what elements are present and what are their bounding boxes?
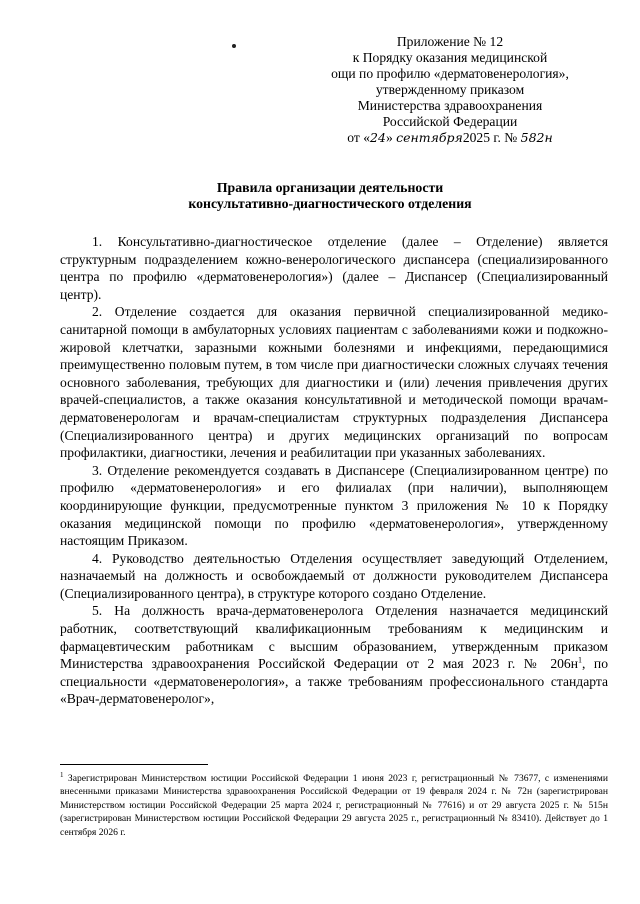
handwritten-month: сентября [396, 130, 463, 145]
footnote-mark: 1 [60, 770, 64, 779]
appendix-line: ощи по профилю «дерматовенерология», [331, 66, 569, 81]
appendix-line: к Порядку оказания медицинской [352, 50, 548, 65]
document-body [60, 233, 608, 708]
date-quote: » [385, 130, 393, 145]
title-line: Правила организации деятельности [216, 180, 444, 195]
paragraph-1: 1. Консультативно-диагностическое отделение (далее – Отделение) является структурным подразделением кожно-венерологического диспансера (специализированного центра по профилю «дерматовенерология») (далее – Диспансер (Специализированный центр). [60, 234, 608, 302]
paragraph-3: 3. Отделение рекомендуется создавать в Диспансере (Специализированном центре) по профилю «дерматовенерология» и его филиалах (при наличии), выполняющем координирующие функции, предусмотренные пунктом 3 приложения № 10 к Порядку оказания медицинской помощи по профилю «дерматовенерология», утвержденному настоящим Приказом. [60, 462, 608, 549]
appendix-header [300, 34, 600, 146]
footnote [60, 772, 608, 839]
paragraph-5 [60, 602, 608, 708]
paragraph-2: 2. Отделение создается для оказания первичной специализированной медико-санитарной помощи в амбулаторных условиях пациентам с заболеваниями кожи и подкожно-жировой клетчатки, заразными кожными болезнями и инфекциями, передающимися преимущественно половым путем, в том числе при диагностически сложных случаях течения основного заболевания, требующих для диагностики и (или) лечения привлечения других врачей-специалистов, а также оказания консультативной и методической помощи врачам-дерматовенерологам и врачам-специалистам структурных подразделения Диспансера (Специализированного центра) и других медицинских организаций по вопросам профилактики, диагностики, лечения и реабилитации при указанных заболеваниях. [60, 304, 608, 461]
paragraph-5-text: 5. На должность врача-дерматовенеролога Отделения назначается медицинский работник, соответствующий квалификационным требованиям к медицинским и фармацевтическим работникам с высшим образованием, утвержденным приказом Министерства здравоохранения Российской Федерации от 2 мая 2023 г. № 206н [60, 603, 608, 672]
appendix-line: Российской Федерации [382, 114, 518, 129]
date-prefix: от « [347, 130, 371, 145]
handwritten-day: 24 [370, 130, 386, 145]
order-date-line [300, 130, 600, 146]
scan-speck [232, 44, 236, 48]
paragraph-5-continued: , по специальности «дерматовенерология», а также требованиям профессионального стандарта «Врач-дерматовенеролог», [60, 656, 608, 707]
title-line: консультативно-диагностического отделения [188, 196, 472, 211]
paragraph-4: 4. Руководство деятельностью Отделения осуществляет заведующий Отделением, назначаемый на должность и освобождаемый от должности руководителем Диспансера (Специализированного центра), в структуре которого создано Отделение. [60, 550, 608, 601]
appendix-line: Министерства здравоохранения [357, 98, 543, 113]
date-year: 2025 г. № [462, 130, 518, 145]
handwritten-order-number: 582н [520, 130, 553, 145]
appendix-line: утвержденному приказом [375, 82, 525, 97]
appendix-number: Приложение № 12 [396, 34, 504, 49]
document-title [60, 180, 600, 212]
footnote-text: Зарегистрирован Министерством юстиции Российской Федерации 1 июня 2023 г, регистрационный № 73677, с изменениями внесенными приказами Министерства здравоохранения Российской Федерации от 19 февраля 2024 г. № 72н (зарегистрирован Министерством юстиции Российской Федерации 25 марта 2024 г, регистрационный № 77616) и от 29 августа 2025 г. № 515н (зарегистрирован Министерством юстиции Российской Федерации 29 августа 2025 г., регистрационный № 83410). Действует до 1 сентября 2026 г. [60, 773, 608, 838]
footnote-ref: 1 [578, 655, 583, 665]
footnote-separator [60, 764, 208, 765]
